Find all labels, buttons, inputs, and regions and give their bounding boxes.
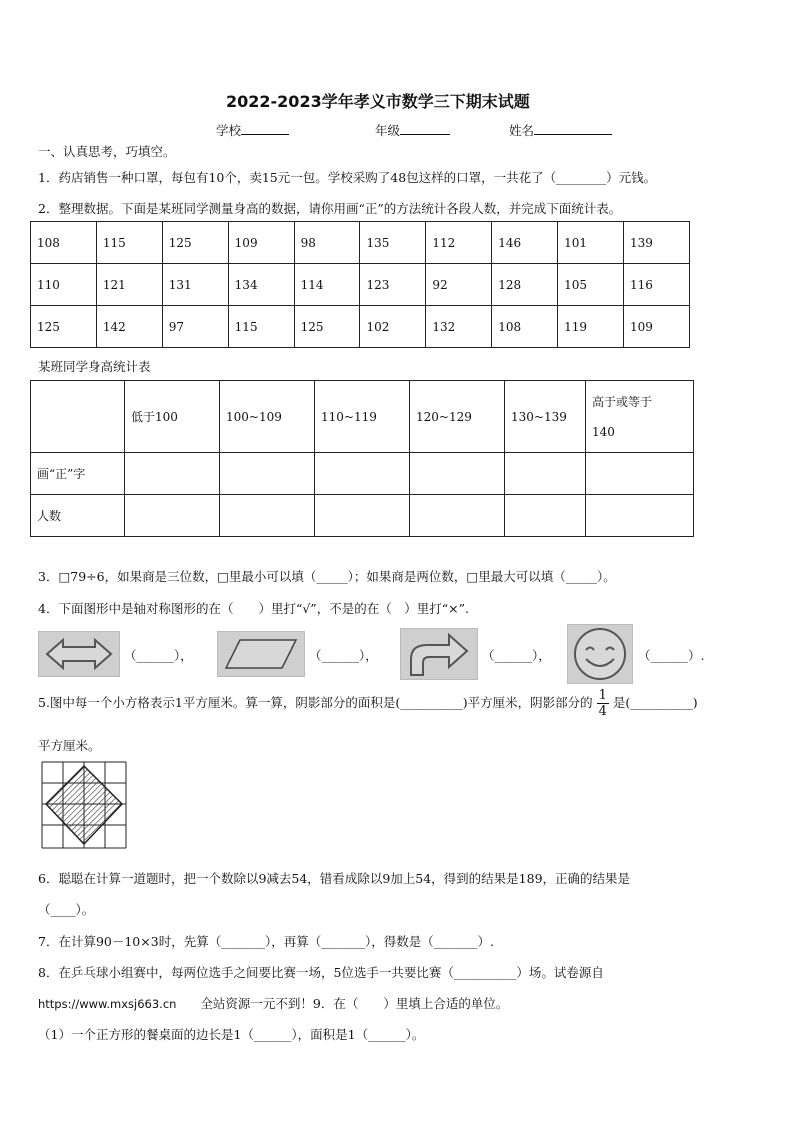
table-row — [31, 495, 694, 537]
page-title: 2022-2023学年孝义市数学三下期末试题 — [226, 92, 530, 111]
table-cell[interactable] — [220, 495, 315, 537]
table-cell[interactable] — [220, 453, 315, 495]
table-cell: 110 — [31, 264, 97, 306]
table-cell: 低于100 — [125, 381, 220, 453]
table-cell[interactable] — [586, 495, 694, 537]
name-field — [509, 121, 612, 139]
question-5-text-2: 是(__________) — [612, 695, 698, 710]
table-cell[interactable] — [586, 453, 694, 495]
shape-1-answer[interactable]: （______）， — [124, 648, 193, 663]
table-cell: 128 — [492, 264, 558, 306]
question-5-line-2: 平方厘米。 — [38, 738, 101, 753]
table-cell: 134 — [228, 264, 294, 306]
table-cell: 119 — [558, 306, 624, 348]
table-cell: 130~139 — [505, 381, 586, 453]
table-cell: 146 — [492, 222, 558, 264]
table-cell: 100~109 — [220, 381, 315, 453]
table-cell — [586, 381, 694, 453]
table-cell: 125 — [294, 306, 360, 348]
smiley-face-image — [567, 624, 633, 684]
question-3: 3．□79÷6，如果商是三位数，□里最小可以填（_____）；如果商是两位数，□里最大可以填（_____）。 — [38, 569, 616, 584]
parallelogram-icon — [218, 632, 304, 676]
parallelogram-image — [217, 631, 305, 677]
table-cell: 121 — [96, 264, 162, 306]
table-cell[interactable] — [315, 495, 410, 537]
stat-table-caption: 某班同学身高统计表 — [38, 359, 151, 374]
table-cell: 108 — [492, 306, 558, 348]
table-cell[interactable] — [410, 453, 505, 495]
header-line: 高于或等于 — [592, 394, 653, 409]
double-arrow-icon — [39, 632, 119, 676]
table-cell: 115 — [228, 306, 294, 348]
table-cell: 105 — [558, 264, 624, 306]
question-6-line-2: （____）。 — [38, 902, 95, 917]
question-5 — [38, 688, 698, 719]
shaded-grid-figure — [40, 760, 130, 852]
shape-2-answer[interactable]: （______）， — [309, 648, 378, 663]
table-cell — [31, 381, 125, 453]
school-field — [216, 121, 289, 139]
table-cell: 123 — [360, 264, 426, 306]
table-cell: 108 — [31, 222, 97, 264]
table-cell: 131 — [162, 264, 228, 306]
heights-table — [30, 221, 690, 348]
question-5-text: 5.图中每一个小方格表示1平方厘米。算一算，阴影部分的面积是(__________)平方厘米，阴影部分的 — [38, 695, 593, 710]
question-7: 7．在计算90－10×3时，先算（_______），再算（_______），得数是（_______）. — [38, 934, 494, 949]
fraction-one-quarter — [597, 688, 609, 719]
question-2: 2．整理数据。下面是某班同学测量身高的数据，请你用画“正”的方法统计各段人数，并完成下面统计表。 — [38, 201, 622, 216]
table-cell: 114 — [294, 264, 360, 306]
table-cell: 135 — [360, 222, 426, 264]
table-cell: 116 — [624, 264, 690, 306]
header-line: 140 — [592, 424, 615, 439]
name-label: 姓名 — [509, 123, 535, 138]
source-url[interactable]: https://www.mxsj663.cn — [38, 997, 177, 1011]
fraction-denominator: 4 — [598, 704, 607, 719]
table-cell: 画“正”字 — [31, 453, 125, 495]
table-cell: 112 — [426, 222, 492, 264]
grade-label: 年级 — [375, 123, 401, 138]
table-cell: 139 — [624, 222, 690, 264]
table-row — [31, 381, 694, 453]
table-cell: 125 — [162, 222, 228, 264]
stat-table — [30, 380, 694, 537]
table-cell: 120~129 — [410, 381, 505, 453]
curved-arrow-image — [400, 628, 478, 680]
table-cell: 98 — [294, 222, 360, 264]
section-heading: 一、认真思考，巧填空。 — [38, 144, 176, 159]
table-cell: 109 — [624, 306, 690, 348]
table-row — [31, 222, 690, 264]
double-arrow-image — [38, 631, 120, 677]
fraction-numerator: 1 — [598, 688, 607, 703]
question-9: 全站资源一元不到！9．在（ ）里填上合适的单位。 — [200, 996, 509, 1011]
table-cell: 92 — [426, 264, 492, 306]
question-8: 8．在乒乓球小组赛中，每两位选手之间要比赛一场，5位选手一共要比赛（__________）场。试卷源自 — [38, 965, 604, 980]
grade-field — [375, 121, 450, 139]
school-label: 学校 — [216, 123, 242, 138]
table-cell: 110~119 — [315, 381, 410, 453]
table-cell[interactable] — [125, 495, 220, 537]
question-1: 1．药店销售一种口罩，每包有10个，卖15元一包。学校采购了48包这样的口罩，一共花了（________）元钱。 — [38, 170, 657, 185]
smiley-face-icon — [568, 625, 632, 683]
table-cell: 115 — [96, 222, 162, 264]
table-cell[interactable] — [125, 453, 220, 495]
table-row — [31, 264, 690, 306]
table-cell: 97 — [162, 306, 228, 348]
table-cell: 125 — [31, 306, 97, 348]
table-cell[interactable] — [410, 495, 505, 537]
table-cell: 132 — [426, 306, 492, 348]
table-row — [31, 306, 690, 348]
table-cell: 人数 — [31, 495, 125, 537]
table-cell[interactable] — [315, 453, 410, 495]
question-6: 6．聪聪在计算一道题时，把一个数除以9减去54，错看成除以9加上54，得到的结果是189，正确的结果是 — [38, 871, 631, 886]
table-cell[interactable] — [505, 453, 586, 495]
shape-3-answer[interactable]: （______）， — [482, 648, 551, 663]
shape-4-answer[interactable]: （______）. — [638, 648, 705, 663]
question-9-1: （1）一个正方形的餐桌面的边长是1（______），面积是1（______）。 — [38, 1027, 425, 1042]
table-cell: 109 — [228, 222, 294, 264]
table-cell: 142 — [96, 306, 162, 348]
question-4: 4．下面图形中是轴对称图形的在（ ）里打“√”，不是的在（ ）里打“×”. — [38, 601, 469, 616]
question-8-line-2 — [38, 994, 508, 1012]
table-row — [31, 453, 694, 495]
table-cell[interactable] — [505, 495, 586, 537]
curved-arrow-icon — [401, 629, 477, 679]
table-cell: 102 — [360, 306, 426, 348]
table-cell: 101 — [558, 222, 624, 264]
